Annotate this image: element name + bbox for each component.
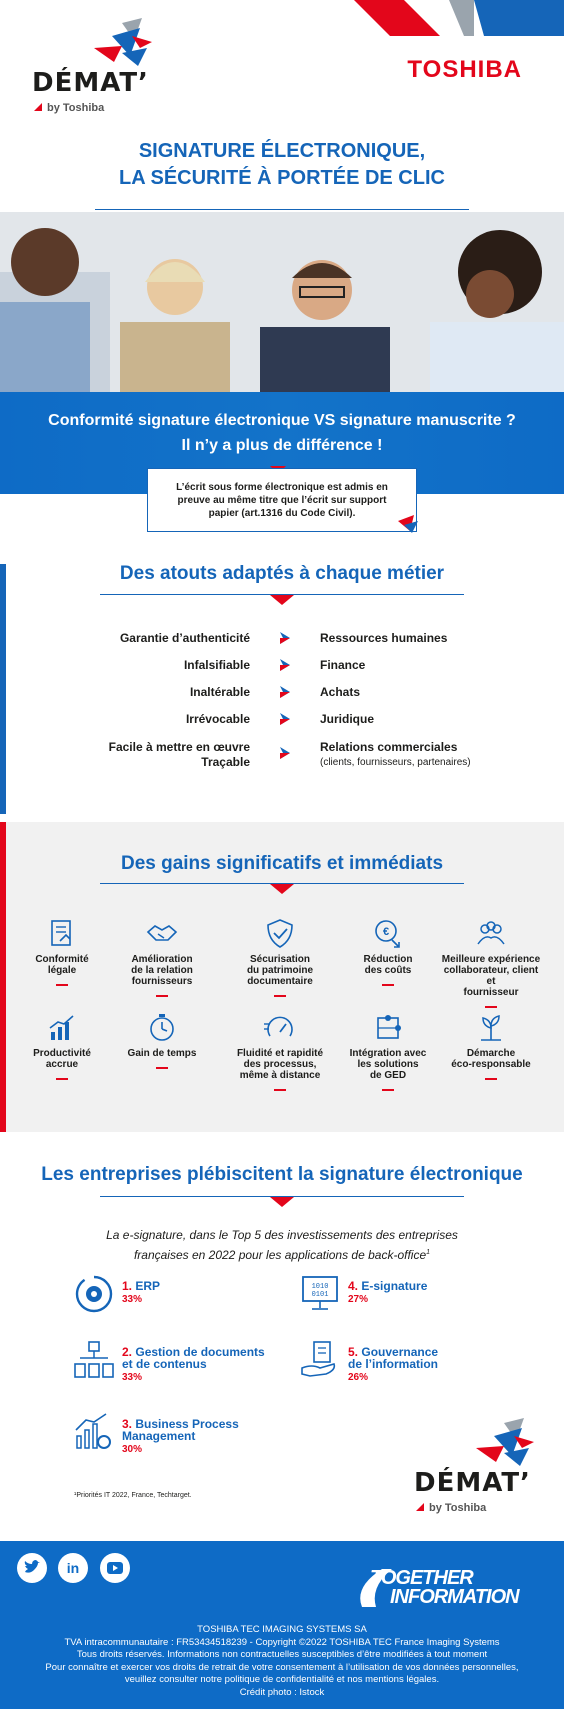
ranking-percent: 33% xyxy=(122,1294,143,1305)
atout-quality: Facile à mettre en œuvre Traçable xyxy=(108,740,250,769)
growth-chart-icon xyxy=(46,1012,78,1044)
eco-plant-icon xyxy=(475,1012,507,1044)
atout-quality: Infalsifiable xyxy=(183,658,250,672)
svg-text:0101: 0101 xyxy=(311,1291,329,1299)
toshiba-logo: TOSHIBA xyxy=(407,56,522,83)
ranking-label: 1. ERP xyxy=(122,1279,161,1293)
twitter-icon[interactable] xyxy=(17,1553,47,1583)
gain-item: Conformité légale xyxy=(12,918,112,986)
ranking-percent: 26% xyxy=(348,1372,369,1383)
gains-pointer xyxy=(270,884,294,894)
team-photo-illustration xyxy=(0,212,564,392)
chevron-right-icon xyxy=(280,713,290,725)
ranking-percent: 30% xyxy=(122,1444,143,1455)
svg-text:€: € xyxy=(382,926,390,938)
gain-dash xyxy=(156,1067,168,1069)
atout-department: Ressources humaines xyxy=(320,631,448,645)
atout-row xyxy=(0,712,564,740)
ranking-intro: La e-signature, dans le Top 5 des investissements des entreprises françaises en 2022 pour les applications de back-office$^1$ xyxy=(106,1228,458,1262)
gain-dash xyxy=(382,984,394,986)
corner-stripes-decoration xyxy=(354,0,564,36)
gain-dash xyxy=(274,1089,286,1091)
process-chart-icon xyxy=(74,1412,114,1452)
document-hierarchy-icon xyxy=(74,1340,114,1380)
atout-department: Finance xyxy=(320,658,366,672)
gain-item: Intégration avec les solutions de GED xyxy=(338,1012,438,1091)
svg-text:1010: 1010 xyxy=(311,1283,329,1291)
gain-dash xyxy=(56,984,68,986)
together-information-logo: TOGETHER INFORMATION xyxy=(352,1563,552,1611)
ranking-pointer xyxy=(270,1197,294,1207)
euro-down-icon xyxy=(372,918,404,950)
ranking-label: 3. Business Process Management xyxy=(122,1417,239,1443)
chevron-right-icon xyxy=(280,686,290,698)
brand-by: by Toshiba xyxy=(34,102,104,114)
footer xyxy=(0,1541,564,1709)
atout-row xyxy=(0,631,564,659)
shield-check-icon xyxy=(264,918,296,950)
footnote: ¹Priorités IT 2022, France, Techtarget. xyxy=(74,1492,192,1499)
team-photo xyxy=(0,212,564,392)
speed-gauge-icon xyxy=(264,1012,296,1044)
gain-item: Sécurisation du patrimoine documentaire xyxy=(230,918,330,997)
ranking-label: 5. Gouvernance de l’information xyxy=(348,1345,439,1371)
brand-word: DÉMAT’ xyxy=(32,68,149,98)
atout-row xyxy=(0,685,564,713)
atout-department: Juridique xyxy=(320,712,375,726)
demat-logo xyxy=(32,18,162,118)
bird-corner-icon xyxy=(394,511,418,533)
gain-dash xyxy=(382,1089,394,1091)
brand-word: DÉMAT’ xyxy=(414,1468,531,1498)
demat-logo-bottom xyxy=(414,1418,544,1518)
chevron-right-icon xyxy=(280,747,290,759)
ranking-percent: 33% xyxy=(122,1372,143,1383)
gain-dash xyxy=(485,1078,497,1080)
youtube-icon[interactable] xyxy=(100,1553,130,1583)
gain-item: Productivité accrue xyxy=(12,1012,112,1080)
atout-department: Achats xyxy=(320,685,361,699)
gain-dash xyxy=(156,995,168,997)
svg-text:in: in xyxy=(66,1560,80,1576)
atouts-pointer xyxy=(270,595,294,605)
atout-quality: Inaltérable xyxy=(189,685,250,699)
gain-item: Démarche éco-responsable xyxy=(441,1012,541,1080)
gain-item: Fluidité et rapidité des processus, même à distance xyxy=(230,1012,330,1091)
ranking-label: 4. E-signature xyxy=(348,1279,428,1293)
atout-quality: Irrévocable xyxy=(185,712,250,726)
atout-quality: Garantie d’authenticité xyxy=(119,631,250,645)
gain-dash xyxy=(56,1078,68,1080)
gear-cycle-icon xyxy=(74,1274,114,1314)
chevron-right-icon xyxy=(280,632,290,644)
title-divider xyxy=(95,209,469,210)
hero-question: Conformité signature électronique VS signature manuscrite ? Il n’y a plus de différence ! xyxy=(48,412,516,454)
legal-quote-box: L’écrit sous forme électronique est admis en preuve au même titre que l’écrit sur support papier (art.1316 du Code Civil). xyxy=(147,468,417,532)
gain-dash xyxy=(274,995,286,997)
atout-row xyxy=(0,740,564,768)
gain-item: Meilleure expérience collaborateur, client et fournisseur xyxy=(441,918,541,1008)
people-icon xyxy=(475,918,507,950)
brand-by: by Toshiba xyxy=(416,1502,486,1514)
gain-item: € Réduction des coûts xyxy=(338,918,438,986)
stopwatch-icon xyxy=(146,1012,178,1044)
footer-legal: TOSHIBA TEC IMAGING SYSTEMS SA TVA intracommunautaire : FR53434518239 - Copyright ©2022 TOSHIBA TEC France Imaging Systems Tous droits réservés. Informations non contractuelles susceptibles d’être modifiées à tout moment Pour connaître et exercer vos droits de retrait de votre consentement à l’utilisation de vos données personnelles, veuillez consulter notre politique de confidentialité et nos mentions légales. Crédit photo : Istock xyxy=(45,1624,519,1698)
hero xyxy=(0,212,564,494)
page-title: SIGNATURE ÉLECTRONIQUE, LA SÉCURITÉ À PORTÉE DE CLIC xyxy=(119,140,445,189)
header xyxy=(0,0,564,130)
ranking-percent: 27% xyxy=(348,1294,369,1305)
linkedin-icon[interactable] xyxy=(58,1553,88,1583)
binary-screen-icon xyxy=(300,1274,340,1314)
gain-item: Gain de temps xyxy=(112,1012,212,1069)
gain-item: Amélioration de la relation fournisseurs xyxy=(112,918,212,997)
chevron-right-icon xyxy=(280,659,290,671)
gain-dash xyxy=(485,1006,497,1008)
atout-department: Relations commerciales (clients, fournisseurs, partenaires) xyxy=(320,740,471,768)
gains-title: Des gains significatifs et immédiats xyxy=(120,853,444,874)
handshake-icon xyxy=(146,918,178,950)
ranking-title: Les entreprises plébiscitent la signature électronique xyxy=(41,1164,523,1185)
puzzle-integration-icon xyxy=(372,1012,404,1044)
hand-document-icon xyxy=(300,1340,340,1380)
ranking-label: 2. Gestion de documents et de contenus xyxy=(122,1345,265,1371)
atouts-title: Des atouts adaptés à chaque métier xyxy=(119,563,445,584)
atout-row xyxy=(0,658,564,686)
document-check-icon xyxy=(46,918,78,950)
